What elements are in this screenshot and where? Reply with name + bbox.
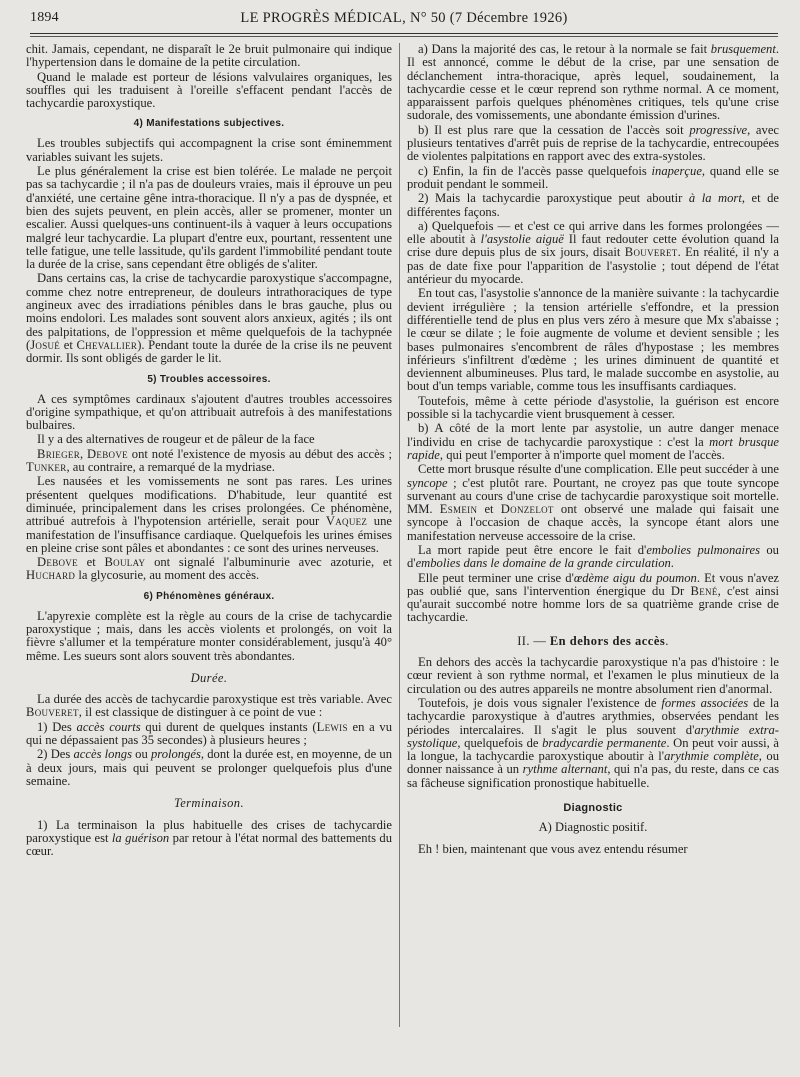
header-rule (30, 33, 778, 34)
author-name: Bouveret (26, 705, 79, 720)
paragraph: En tout cas, l'asystolie s'annonce de la manière suivante : la tachycardie devient irrégulière ; la tension artérielle s'effondre, et la pression différentielle tend de plus en plus vers zéro à mesure que Mx s'abaisse ; le cœur se dilate ; le foie augmente de volume et devient sensible ; les bases pulmonaires s'encombrent de râles d'hypostase ; les membres inférieurs s'infiltrent d'œdème ; les urines diminuent de quantité et deviennent albumineuses. Plus tard, le malade succombe en asystolie, au bout d'un temps variable, comme tous les insuffisants cardiaques. (407, 286, 779, 394)
author-name: Esmein (439, 502, 478, 517)
paragraph: Brieger, Debove ont noté l'existence de myosis au début des accès ; Tunker, au contraire, a remarqué de la mydriase. (26, 446, 392, 475)
section-heading: II. — En dehors des accès. (517, 633, 669, 648)
author-name: Debove (37, 555, 78, 570)
paragraph: a) Dans la majorité des cas, le retour à la normale se fait brusquement. Il est annoncé, comme le début de la crise, par une sensation de déclanchement intra-thoracique, après lequel, soudainement, la tachycardie cesse et le cœur reprend son rythme normal. A ce moment, apparaissent parfois quelques phénomènes critiques, tels qu'une crise sudorale, des vomissements, une abondante émission d'urines. (407, 43, 779, 123)
author-name: Tunker (26, 460, 67, 475)
paragraph: b) Il est plus rare que la cessation de l'accès soit progressive, avec plusieurs tentatives d'arrêt puis de reprise de la tachycardie, entrecoupées de violentes palpitations en rapport avec des extra-systoles. (407, 122, 779, 164)
author-name: Huchard (26, 568, 76, 583)
author-name: Boulay (104, 555, 146, 570)
paragraph: Le plus généralement la crise est bien tolérée. Le malade ne perçoit pas sa tachycardie ; il n'a pas de douleurs vraies, mais il éprouve un peu d'anxiété, une certaine gêne intra-thoracique. Il n'y a pas de dyspnée, et bien des sujets peuvent, en plein accès, aller se promener, monter un escalier. Aussi quelques-uns continuent-ils à vaquer à leurs occupations malgré leur tachycardie. La plupart d'entre eux, pourtant, ressentent une telle fatigue, une telle lassitude, qu'ils gardent l'immobilité pendant toute la durée de la crise, sans cependant être obligés de s'aliter. (26, 164, 392, 272)
section-heading: 6) Phénomènes généraux. (143, 590, 275, 602)
section-heading: Diagnostic (563, 802, 623, 815)
section-heading: 5) Troubles accessoires. (147, 373, 271, 385)
running-title: LE PROGRÈS MÉDICAL, N° 50 (7 Décembre 1926) (240, 10, 568, 26)
paragraph: Cette mort brusque résulte d'une complication. Elle peut succéder à une syncope ; c'est plutôt rare. Pourtant, ne croyez pas que toute syncope survenant au cours d'une crise de tachycardie paroxystique soit mortelle. MM. Esmein et Donzelot ont observé une malade qui faisait une syncope à l'occasion de chaque accès, la syncope étant alors une manifestation nerveuse accessoire de la crise. (407, 462, 779, 543)
left-column (26, 43, 392, 1065)
paragraph: chit. Jamais, cependant, ne disparaît le 2e bruit pulmonaire qui indique l'hypertension dans le domaine de la petite circulation. (26, 43, 392, 70)
paragraph: Il y a des alternatives de rougeur et de pâleur de la face (37, 432, 315, 447)
column-divider (399, 43, 400, 1027)
author-name: Vaquez (325, 514, 368, 529)
paragraph: Eh ! bien, maintenant que vous avez entendu résumer (418, 841, 688, 856)
paragraph: Quand le malade est porteur de lésions valvulaires organiques, les souffles qui les traduisent à l'oreille s'effacent pendant l'accès de tachycardie paroxystique. (26, 69, 392, 111)
paragraph: 1) La terminaison la plus habituelle des crises de tachycardie paroxystique est la guérison par retour à l'état normal des battements du cœur. (26, 817, 392, 859)
section-heading: Durée. (190, 670, 228, 685)
right-column (407, 43, 779, 1065)
paragraph: 1) Des accès courts qui durent de quelques instants (Lewis en a vu qui ne dépassaient pas 35 secondes) à plusieurs heures ; (26, 719, 392, 748)
section-heading: Terminaison. (174, 796, 244, 811)
paragraph: En dehors des accès la tachycardie paroxystique n'a pas d'histoire : le cœur revient à son rythme normal, et l'examen le plus minutieux de la circulation ou des autres appareils ne montre absolument rien d'anormal. (407, 655, 779, 696)
paragraph: Les troubles subjectifs qui accompagnent la crise sont éminemment variables suivant les sujets. (26, 136, 392, 164)
author-name: Chevallier (76, 337, 138, 352)
paragraph: L'apyrexie complète est la règle au cours de la crise de tachycardie paroxystique ; mais, dans les accès violents et prolongés, on voit la fièvre s'allumer et la température monter considérablement, jusqu'à 40° même. Les sueurs sont alors souvent très abondantes. (26, 608, 392, 663)
subsection-heading: A) Diagnostic positif. (538, 820, 648, 835)
paragraph: La mort rapide peut être encore le fait d'embolies pulmonaires ou d'embolies dans le domaine de la grande circulation. (407, 542, 779, 571)
author-name: Donzelot (500, 502, 554, 517)
author-name: Josué (30, 337, 61, 352)
page-header (30, 4, 778, 34)
paragraph: c) Enfin, la fin de l'accès passe quelquefois inaperçue, quand elle se produit pendant le sommeil. (407, 163, 779, 191)
author-name: Bené (690, 583, 718, 598)
header-rule-thin (30, 36, 778, 37)
author-name: Bouveret (624, 245, 678, 260)
author-name: Brieger (37, 446, 80, 461)
author-name: Debove (87, 446, 128, 461)
paragraph: A ces symptômes cardinaux s'ajoutent d'autres troubles accessoires d'origine sympathique, et qu'on attribuait autrefois à des manifestations bulbaires. (26, 391, 392, 433)
page-number: 1894 (30, 10, 59, 25)
section-heading: 4) Manifestations subjectives. (133, 118, 285, 130)
paragraph: Toutefois, je dois vous signaler l'existence de formes associées de la tachycardie paroxystique à d'autres arythmies, observées pendant les périodes intercalaires. Il s'agit le plus souvent d'arythmie extra-systolique, quelquefois de bradycardie permanente. On peut voir aussi, à la longue, la tachycardie paroxystique aboutir à l'arythmie complète, ou donner naissance à un rythme alternant, qui n'a pas, du reste, dans ce cas sa fâcheuse signification pronostique habituelle. (407, 695, 779, 790)
paragraph: La durée des accès de tachycardie paroxystique est très variable. Avec Bouveret, il est classique de distinguer à ce point de vue : (26, 692, 392, 720)
paragraph: Debove et Boulay ont signalé l'albuminurie avec azoturie, et Huchard la glycosurie, au moment des accès. (26, 555, 392, 583)
paragraph: Elle peut terminer une crise d'œdème aigu du poumon. Et vous n'avez pas oublié que, sans l'intervention énergique du Dr Bené, c'est ainsi qu'aurait succombé notre homme lors de sa quatrième grande crise de tachycardie. (407, 570, 779, 625)
paragraph: a) Quelquefois — et c'est ce qui arrive dans les formes prolongées — elle aboutit à l'asystolie aiguë Il faut redouter cette évolution quand la crise dure depuis plus de six jours, disait Bouveret. En réalité, il n'y a pas de date fixe pour l'apparition de l'asystolie ; tout dépend de l'état antérieur du myocarde. (407, 218, 779, 287)
paragraph: 2) Des accès longs ou prolongés, dont la durée est, en moyenne, de un à deux jours, mais qui peuvent se prolonger quelquefois plus d'une semaine. (26, 747, 392, 788)
author-name: Lewis (316, 719, 348, 734)
paragraph: Les nausées et les vomissements ne sont pas rares. Les urines présentent quelques modifications. D'habitude, leur quantité est diminuée, principalement dans les crises prolongées. Ce phénomène, attribué autrefois à l'hypotension artérielle, serait pour Vaquez une manifestation de l'insuffisance cardiaque. Quelquefois les urines émises en pleine crise sont pâles et abondantes : ce sont des urines nerveuses. (26, 474, 392, 555)
paragraph: b) A côté de la mort lente par asystolie, un autre danger menace l'individu en crise de tachycardie paroxystique : c'est la mort brusque rapide, qui peut l'emporter à n'importe quel moment de l'accès. (407, 421, 779, 462)
paragraph: Toutefois, même à cette période d'asystolie, la guérison est encore possible si la tachycardie vient brusquement à cesser. (407, 393, 779, 422)
paragraph: 2) Mais la tachycardie paroxystique peut aboutir à la mort, et de différentes façons. (407, 191, 779, 219)
paragraph: Dans certains cas, la crise de tachycardie paroxystique s'accompagne, comme chez notre entrepreneur, de douleurs intrathoraciques de type angineux avec des irradiations pénibles dans le bras gauche, plus ou moins endolori. Les malades sont souvent alors anxieux, agités ; ils ont des palpitations, de l'oppression et même quelquefois de la tachypnée (Josué et Chevallier). Pendant toute la durée de la crise ils ne peuvent dormir. Ils sont obligés de garder le lit. (26, 271, 392, 366)
